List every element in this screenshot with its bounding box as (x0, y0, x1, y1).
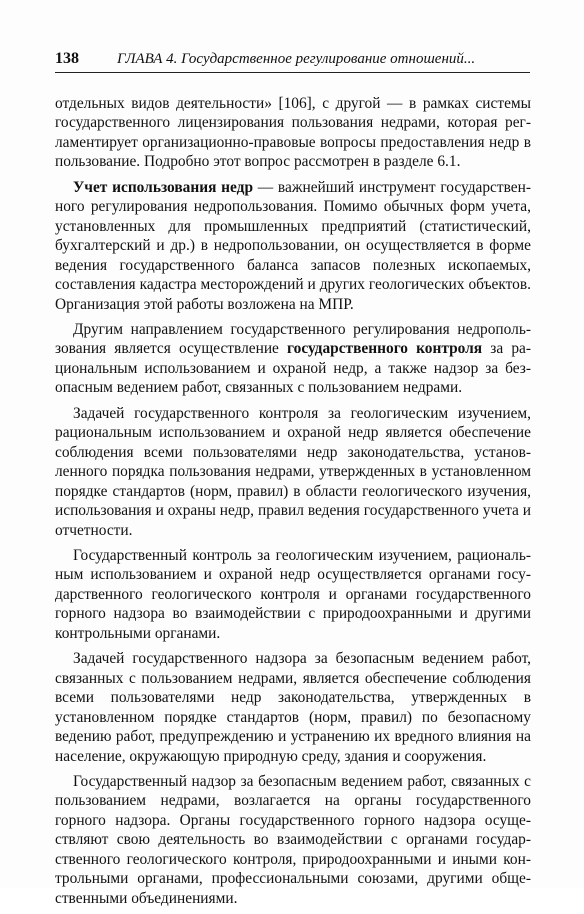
paragraph-3 (55, 320, 531, 398)
paragraph-6: Задачей государственного надзора за безопасным ведением работ, связанных с пользованием недрами, является обеспечение соблюдения всеми пользователями недр законодательства, утвержденных в установленном порядке стандартов (норм, правил) по безопасному ведению работ, предупреждению и устранению их вредного влияния на население, окружающую природную среду, здания и сооружения. (55, 650, 531, 765)
page-header (55, 50, 534, 70)
page-number: 138 (55, 50, 79, 67)
paragraph-1: отдельных видов деятельности» [106], с другой — в рамках системы государственного лицензирования пользования недрами, которая регламентирует организационно-правовые вопросы предоставления недр в пользование. Подробно этот вопрос рассмотрен в разделе 6.1. (55, 95, 531, 171)
paragraph-3-after: за рациональным использованием и охраной недр, а также надзор за безопасным ведением работ, связанных с пользованием недрами. (55, 340, 531, 397)
term-state-control: государственного контроля (287, 340, 483, 358)
term-subsoil-accounting: Учет использования недр (73, 178, 254, 196)
paragraph-2-text: — важнейший инструмент государственного регулирования недропользования. Помимо обычных форм учета, установленных для промышленных предприятий (статистический, бухгалтерский и др.) в недропользовании, он осуществляется в форме ведения государственного баланса запасов полезных ископаемых, составления кадастра месторождений и других геологических объектов. Организация этой работы возложена на МПР. (55, 178, 531, 313)
header-rule (55, 72, 530, 73)
running-head: ГЛАВА 4. Государственное регулирование отношений... (117, 51, 476, 67)
paragraph-4: Задачей государственного контроля за геологическим изучением, рациональным использованием и охраной недр является обеспечение соблюдения всеми пользователями недр законодательства, установленного порядка пользования недрами, утвержденных в установленном порядке стандартов (норм, правил) в области геологического изучения, использования и охраны недр, правил ведения государственного учета и отчетности. (55, 404, 531, 539)
body-text (55, 94, 531, 914)
paragraph-3-before: Другим направлением государственного регулирования недропользования является осуществление (55, 320, 531, 358)
paragraph-2 (55, 178, 531, 314)
paragraph-5: Государственный контроль за геологическим изучением, рациональным использованием и охраной недр осуществляется органами государственного геологического контроля и органами государственного горного надзора во взаимодействии с природоохранными и другими контрольными органами. (55, 546, 531, 642)
paragraph-7: Государственный надзор за безопасным ведением работ, связанных с пользованием недрами, возлагается на органы государственного горного надзора. Органы государственного горного надзора осуществляют свою деятельность во взаимодействии с органами государственного геологического контроля, природоохранными и иными контрольными органами, профессиональными союзами, другими общественными объединениями. (55, 772, 531, 907)
